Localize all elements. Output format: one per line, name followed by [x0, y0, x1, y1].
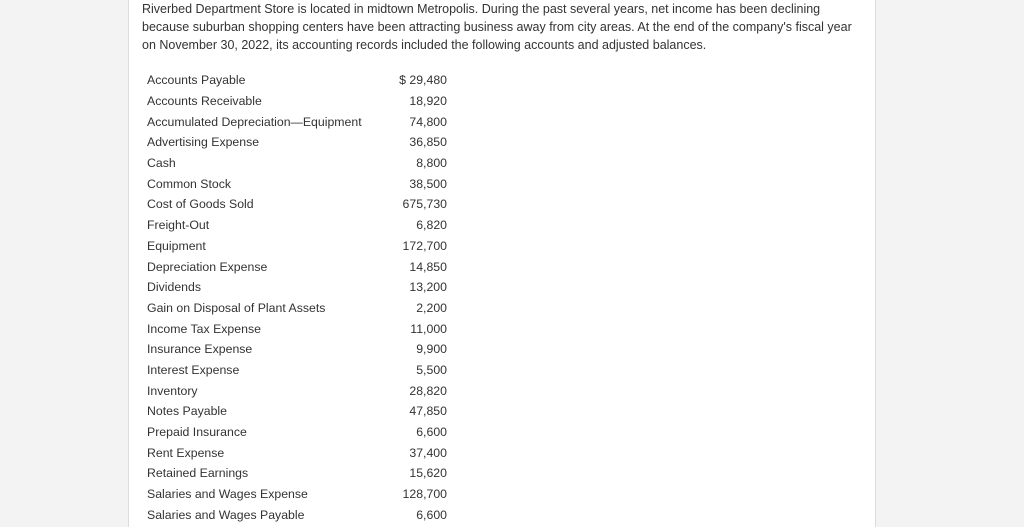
- account-name: Advertising Expense: [147, 135, 260, 150]
- accounts-table-body: [147, 70, 447, 525]
- account-amount: 14,850: [409, 259, 447, 274]
- table-row: [147, 277, 447, 298]
- account-name: Equipment: [147, 238, 206, 253]
- table-row: [147, 504, 447, 525]
- account-name: Notes Payable: [147, 404, 227, 419]
- account-amount: 18,920: [409, 94, 447, 109]
- account-name: Salaries and Wages Expense: [147, 487, 308, 502]
- account-name: Gain on Disposal of Plant Assets: [147, 300, 326, 315]
- account-amount: 128,700: [402, 487, 447, 502]
- table-row: [147, 236, 447, 257]
- account-name: Retained Earnings: [147, 466, 249, 481]
- table-row: [147, 360, 447, 381]
- account-name: Depreciation Expense: [147, 259, 268, 274]
- account-amount: 15,620: [409, 466, 447, 481]
- account-amount: 47,850: [409, 404, 447, 419]
- account-amount: 28,820: [409, 383, 447, 398]
- account-name: Dividends: [147, 280, 201, 295]
- account-amount: $ 29,480: [399, 73, 447, 88]
- table-row: [147, 380, 447, 401]
- account-amount: 8,800: [416, 156, 447, 171]
- account-name: Common Stock: [147, 176, 232, 191]
- account-amount: 172,700: [402, 238, 447, 253]
- account-amount: 5,500: [416, 362, 447, 377]
- account-amount: 36,850: [409, 135, 447, 150]
- table-row: [147, 339, 447, 360]
- account-amount: 6,600: [416, 425, 447, 440]
- account-amount: 11,000: [410, 321, 447, 336]
- table-row: [147, 153, 447, 174]
- account-name: Accounts Receivable: [147, 94, 262, 109]
- table-row: [147, 194, 447, 215]
- account-amount: 675,730: [402, 197, 447, 212]
- table-row: [147, 401, 447, 422]
- table-row: [147, 215, 447, 236]
- table-row: [147, 463, 447, 484]
- account-name: Accounts Payable: [147, 73, 246, 88]
- account-name: Interest Expense: [147, 362, 240, 377]
- account-name: Salaries and Wages Payable: [147, 507, 305, 522]
- account-name: Cash: [147, 156, 176, 171]
- table-row: [147, 173, 447, 194]
- table-row: [147, 484, 447, 505]
- account-name: Insurance Expense: [147, 342, 253, 357]
- table-row: [147, 91, 447, 112]
- table-row: [147, 132, 447, 153]
- account-name: Accumulated Depreciation—Equipment: [147, 114, 362, 129]
- account-amount: 13,200: [409, 280, 447, 295]
- account-amount: 74,800: [409, 114, 447, 129]
- table-row: [147, 70, 447, 91]
- table-row: [147, 422, 447, 443]
- problem-intro: Riverbed Department Store is located in midtown Metropolis. During the past several years, net income has been declining because suburban shopping centers have been attracting business away from city areas. At the end of the company's fiscal year on November 30, 2022, its accounting records included the following accounts and adjusted balances.: [142, 2, 852, 52]
- account-name: Rent Expense: [147, 445, 225, 460]
- account-amount: 6,600: [416, 507, 447, 522]
- account-name: Prepaid Insurance: [147, 425, 247, 440]
- problem-card: [128, 0, 876, 527]
- account-name: Cost of Goods Sold: [147, 197, 254, 212]
- table-row: [147, 298, 447, 319]
- account-name: Freight-Out: [147, 218, 210, 233]
- table-row: [147, 111, 447, 132]
- account-name: Income Tax Expense: [147, 321, 261, 336]
- account-name: Inventory: [147, 383, 198, 398]
- table-row: [147, 318, 447, 339]
- table-row: [147, 256, 447, 277]
- account-amount: 2,200: [416, 300, 447, 315]
- account-amount: 9,900: [416, 342, 447, 357]
- account-amount: 6,820: [416, 218, 447, 233]
- accounts-table: [147, 70, 447, 525]
- table-row: [147, 442, 447, 463]
- account-amount: 37,400: [409, 445, 447, 460]
- account-amount: 38,500: [409, 176, 447, 191]
